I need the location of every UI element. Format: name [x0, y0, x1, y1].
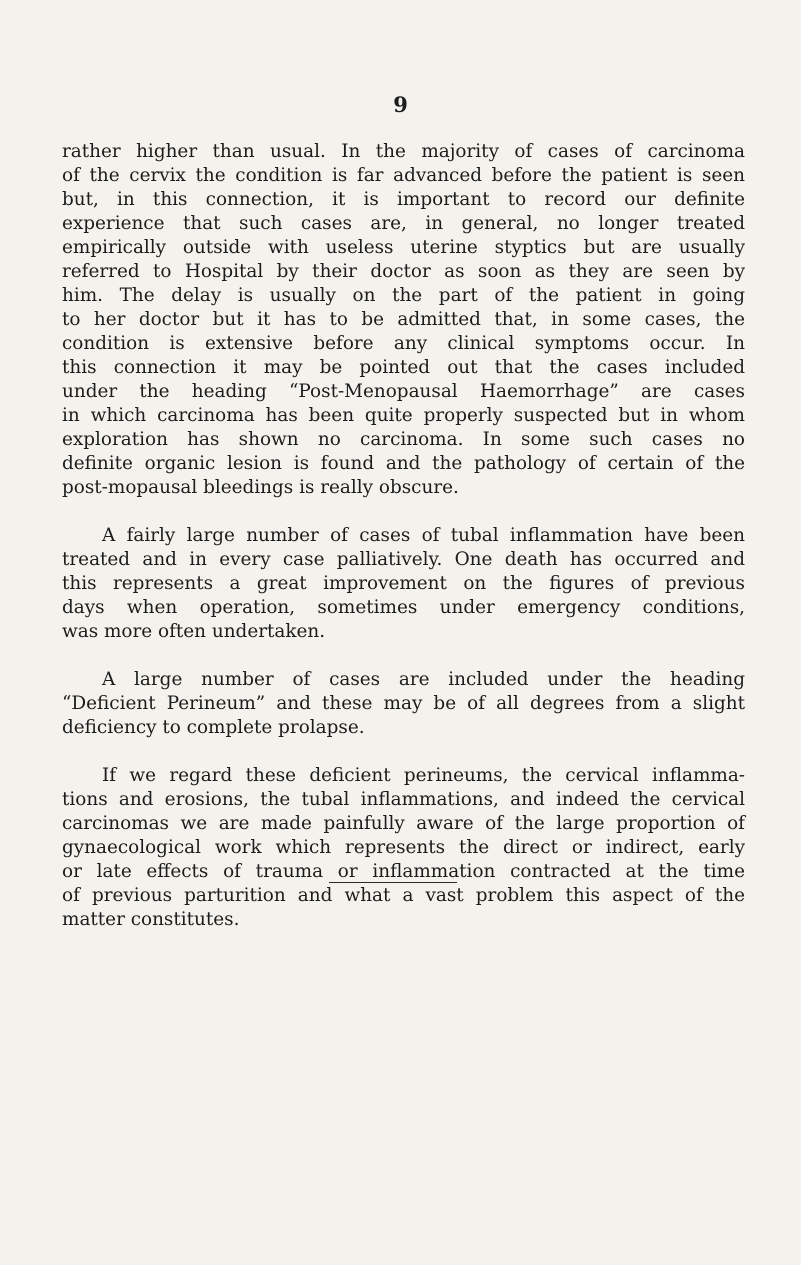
- text-line: condition is extensive before any clinical symptoms occur. In: [62, 333, 745, 354]
- paragraph: [62, 668, 745, 740]
- text-line: this represents a great improvement on the figures of previous: [62, 573, 745, 594]
- text-line: exploration has shown no carcinoma. In some such cases no: [62, 429, 745, 450]
- paragraph: [62, 764, 745, 932]
- text-line: deficiency to complete prolapse.: [62, 717, 365, 738]
- text-line: of the cervix the condition is far advanced before the patient is seen: [62, 165, 745, 186]
- text-line: A fairly large number of cases of tubal inflammation have been: [102, 525, 745, 546]
- text-line: under the heading “Post-Menopausal Haemorrhage” are cases: [62, 381, 745, 402]
- page-number: 9: [393, 92, 408, 117]
- text-line: post-mopausal bleedings is really obscure.: [62, 477, 459, 498]
- text-line: days when operation, sometimes under emergency conditions,: [62, 597, 745, 618]
- text-line: experience that such cases are, in general, no longer treated: [62, 213, 745, 234]
- text-line: of previous parturition and what a vast problem this aspect of the: [62, 885, 745, 906]
- text-line: him. The delay is usually on the part of the patient in going: [62, 285, 745, 306]
- paragraph: [62, 524, 745, 644]
- text-line: carcinomas we are made painfully aware of the large proportion of: [62, 813, 745, 834]
- text-line: but, in this connection, it is important to record our definite: [62, 189, 745, 210]
- text-line: this connection it may be pointed out that the cases included: [62, 357, 745, 378]
- body-text: [62, 140, 745, 932]
- section-end-rule: [329, 882, 457, 883]
- text-line: matter constitutes.: [62, 909, 240, 930]
- paragraph: [62, 140, 745, 500]
- text-line: rather higher than usual. In the majority of cases of carcinoma: [62, 141, 745, 162]
- text-line: treated and in every case palliatively. One death has occurred and: [62, 549, 745, 570]
- text-line: gynaecological work which represents the direct or indirect, early: [62, 837, 745, 858]
- text-line: or late effects of trauma or inflammation contracted at the time: [62, 861, 745, 882]
- text-line: “Deficient Perineum” and these may be of all degrees from a slight: [62, 693, 745, 714]
- text-line: definite organic lesion is found and the pathology of certain of the: [62, 453, 745, 474]
- text-line: empirically outside with useless uterine styptics but are usually: [62, 237, 745, 258]
- text-line: was more often undertaken.: [62, 621, 326, 642]
- text-line: in which carcinoma has been quite properly suspected but in whom: [62, 405, 745, 426]
- text-line: referred to Hospital by their doctor as soon as they are seen by: [62, 261, 745, 282]
- text-line: A large number of cases are included under the heading: [102, 669, 745, 690]
- text-line: to her doctor but it has to be admitted that, in some cases, the: [62, 309, 745, 330]
- text-line: tions and erosions, the tubal inflammations, and indeed the cervical: [62, 789, 745, 810]
- text-line: If we regard these deficient perineums, the cervical inflamma-: [102, 765, 745, 786]
